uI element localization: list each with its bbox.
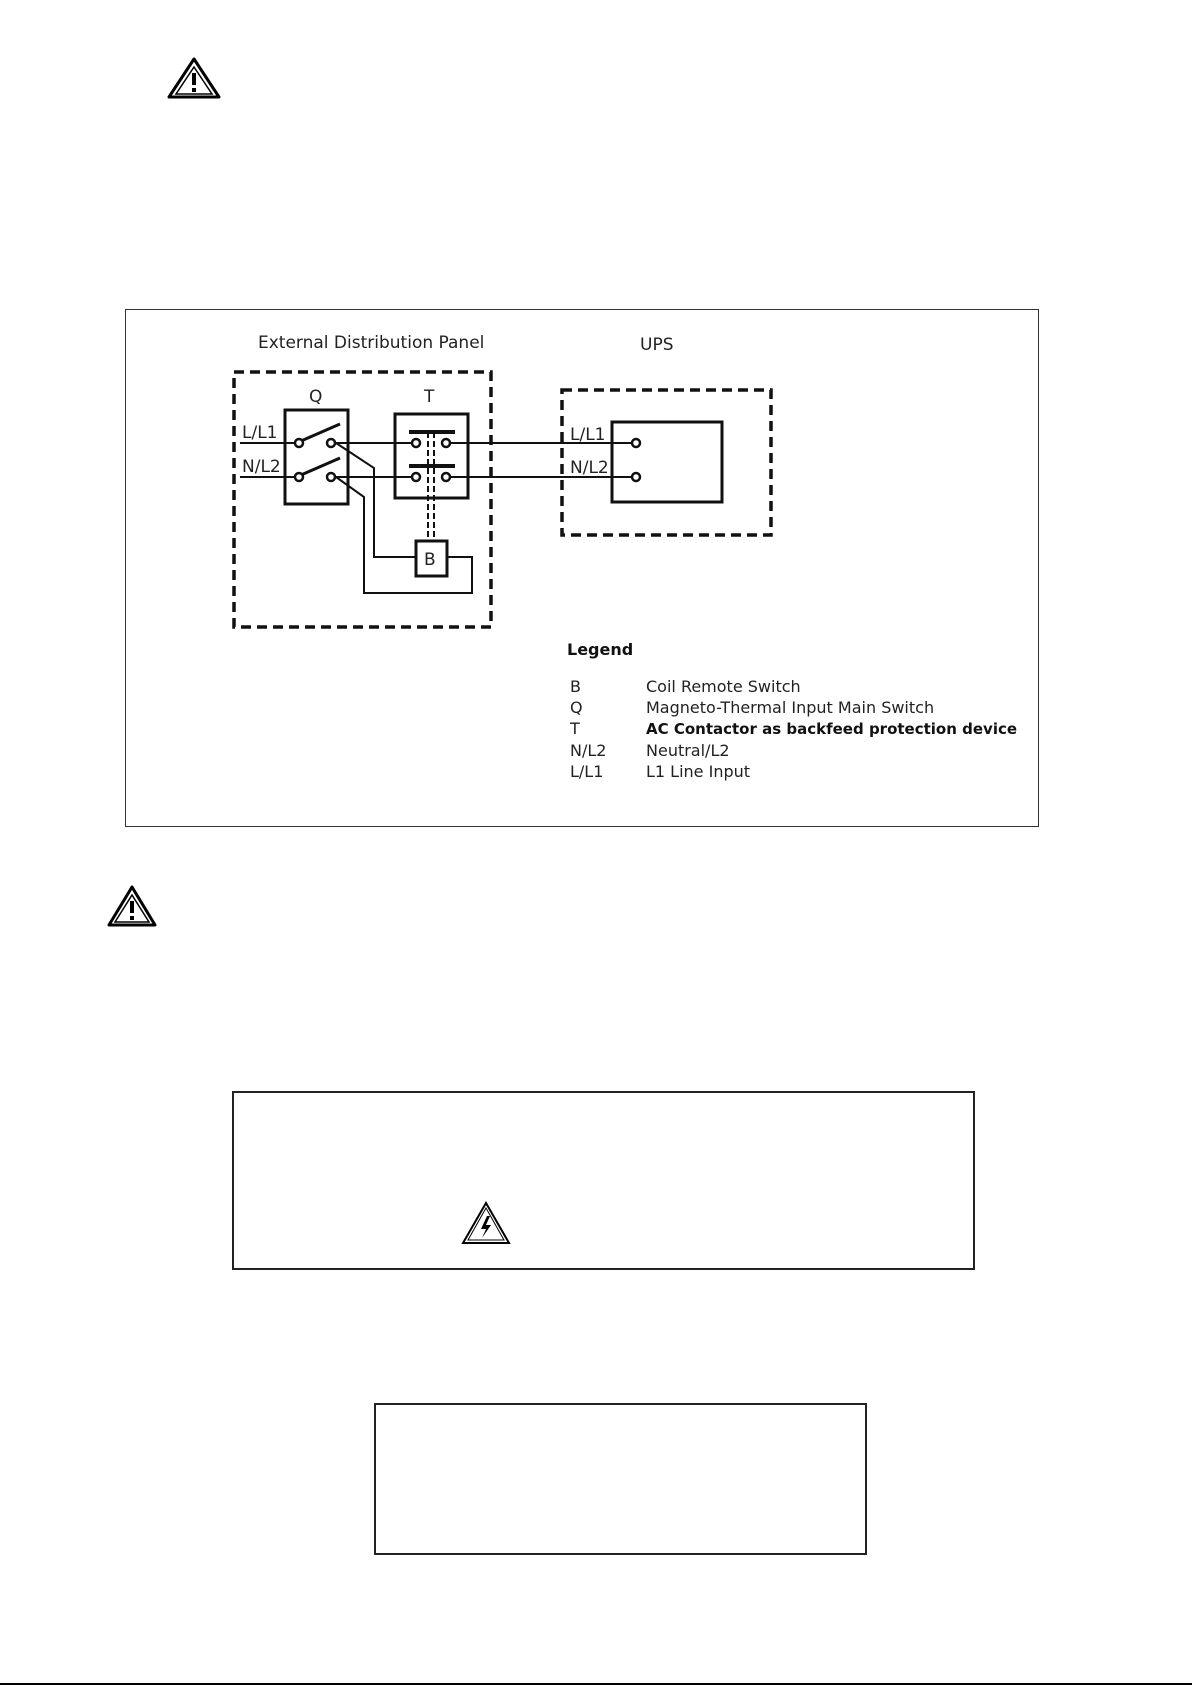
contactor-t-box — [395, 414, 468, 498]
ups-inner-box — [612, 422, 722, 502]
electrical-hazard-icon — [460, 1200, 512, 1246]
switch-q-label: Q — [309, 387, 323, 407]
contactor-t-label: T — [424, 387, 435, 407]
legend-key: T — [570, 719, 580, 738]
panel-title: External Distribution Panel — [258, 333, 485, 353]
hazard-notice-box — [232, 1091, 975, 1270]
legend-key: Q — [570, 698, 583, 717]
legend-desc: Coil Remote Switch — [646, 677, 801, 696]
ups-neutral-label: N/L2 — [570, 458, 609, 478]
ups-title: UPS — [640, 335, 674, 355]
coil-b-label: B — [424, 550, 436, 570]
legend-desc: Neutral/L2 — [646, 741, 730, 760]
legend-desc: AC Contactor as backfeed protection device — [646, 720, 1018, 738]
warning-triangle-icon — [106, 884, 158, 928]
legend-title: Legend — [567, 640, 634, 659]
ups-line-label: L/L1 — [570, 425, 606, 445]
legend-desc: Magneto-Thermal Input Main Switch — [646, 698, 935, 717]
legend-key: B — [570, 677, 581, 696]
legend-key: N/L2 — [570, 741, 607, 760]
panel-neutral-label: N/L2 — [242, 457, 281, 477]
legend-desc: L1 Line Input — [646, 762, 751, 781]
notice-box — [374, 1403, 867, 1555]
panel-line-label: L/L1 — [242, 423, 278, 443]
legend-key: L/L1 — [570, 762, 604, 781]
